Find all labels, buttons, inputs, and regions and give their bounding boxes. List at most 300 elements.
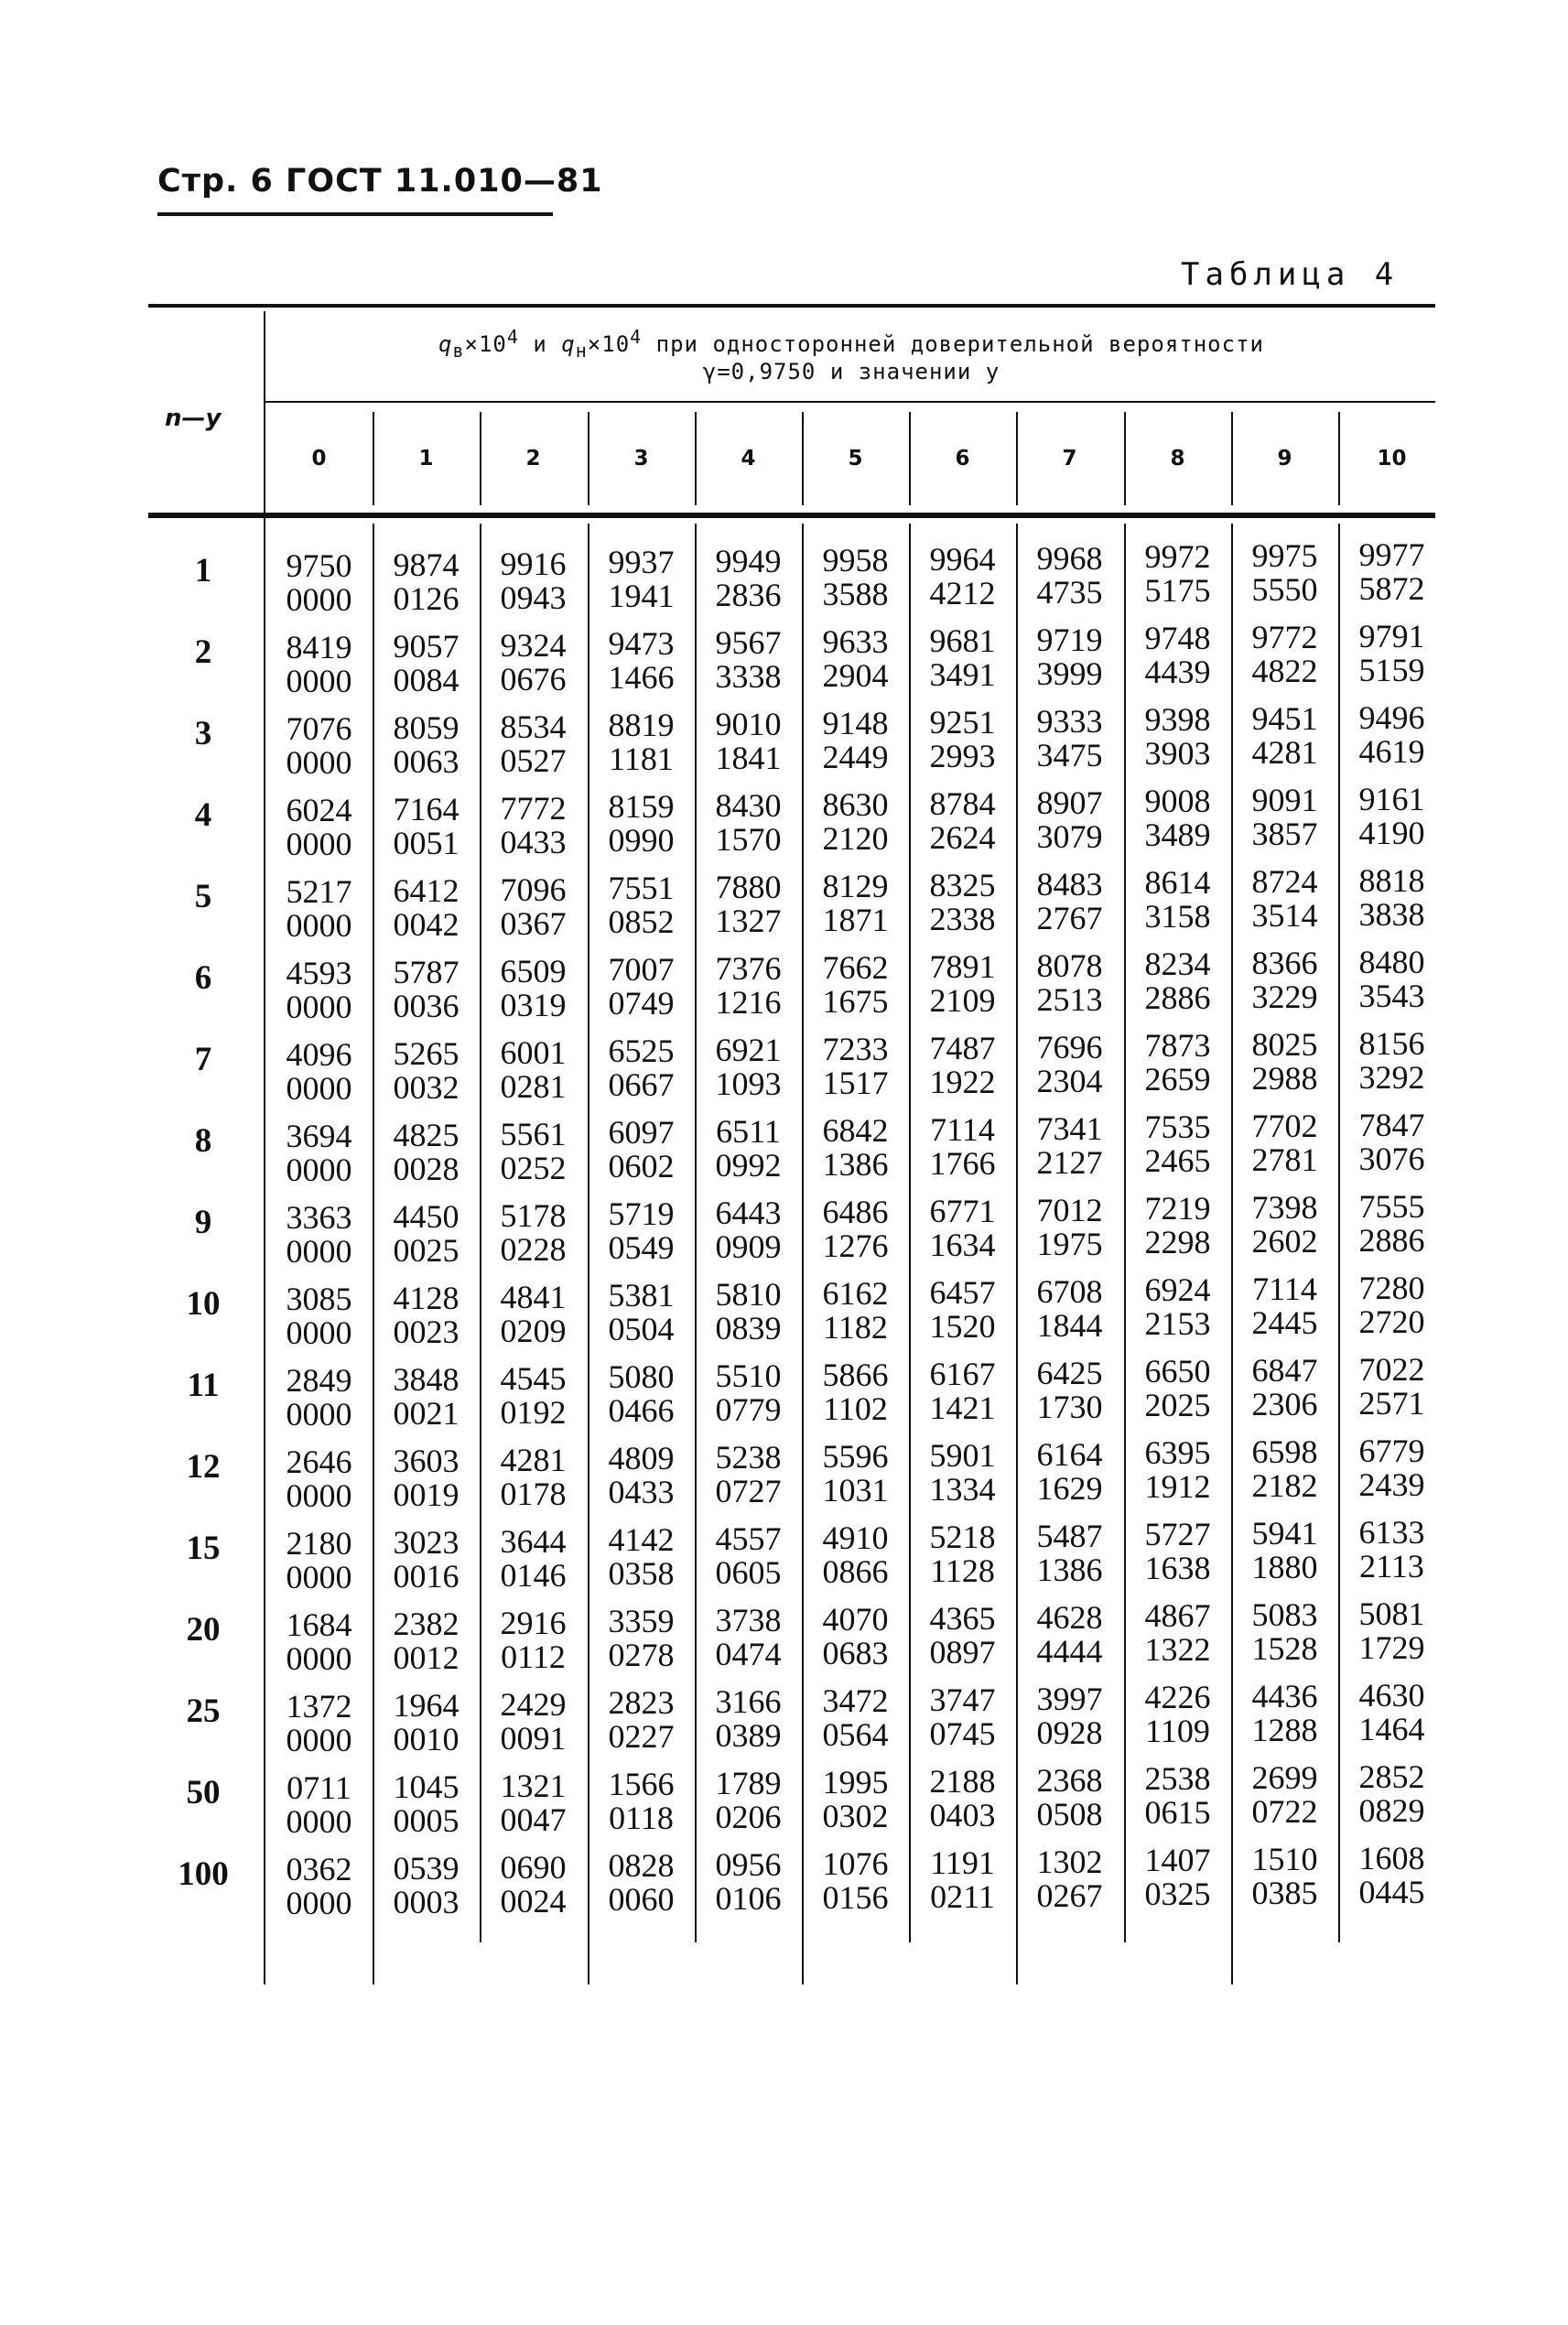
q-upper-value: 9496 bbox=[1358, 699, 1425, 736]
q-lower-value: 3903 bbox=[1144, 735, 1211, 772]
table-cell bbox=[1231, 865, 1338, 933]
q-upper-value: 9874 bbox=[393, 546, 460, 583]
q-lower-value: 0000 bbox=[286, 663, 352, 699]
q-lower-value: 0852 bbox=[608, 903, 675, 940]
q-lower-value: 0178 bbox=[500, 1476, 567, 1512]
row-label-n-10: 10 bbox=[186, 1285, 221, 1323]
table-cell bbox=[480, 1688, 587, 1756]
row-label-n-1: 1 bbox=[194, 552, 212, 589]
q-lower-value: 4619 bbox=[1358, 733, 1425, 770]
q-upper-value: 7096 bbox=[500, 871, 567, 908]
table-cell bbox=[1016, 1357, 1123, 1424]
q-upper-value: 6842 bbox=[822, 1112, 889, 1149]
table-cell bbox=[1016, 705, 1123, 773]
q-lower-value: 1730 bbox=[1036, 1389, 1103, 1425]
q-upper-value: 8366 bbox=[1251, 945, 1318, 981]
table-cell bbox=[1124, 622, 1231, 689]
q-upper-value: 8430 bbox=[715, 787, 782, 824]
q-lower-value: 1528 bbox=[1251, 1630, 1318, 1667]
table-cell bbox=[373, 711, 480, 779]
q-upper-value: 6457 bbox=[929, 1274, 996, 1311]
q-lower-value: 1729 bbox=[1358, 1629, 1425, 1666]
row-label-n-11: 11 bbox=[187, 1367, 220, 1404]
column-divider bbox=[695, 524, 697, 1942]
q-upper-value: 2916 bbox=[500, 1605, 567, 1641]
q-upper-value: 5866 bbox=[822, 1357, 889, 1393]
q-lower-value: 3999 bbox=[1036, 655, 1103, 692]
q-lower-value: 2836 bbox=[715, 577, 782, 613]
q-upper-value: 4910 bbox=[822, 1519, 889, 1556]
q-upper-value: 7076 bbox=[286, 710, 352, 747]
column-divider bbox=[909, 524, 911, 1942]
q-upper-value: 9958 bbox=[822, 542, 889, 579]
q-upper-value: 1964 bbox=[393, 1687, 460, 1724]
q-upper-value: 8784 bbox=[929, 785, 996, 822]
table-cell bbox=[1016, 1845, 1123, 1913]
q-upper-value: 3472 bbox=[822, 1682, 889, 1719]
q-upper-value: 8907 bbox=[1036, 784, 1103, 821]
q-upper-value: 5217 bbox=[286, 873, 352, 910]
q-upper-value: 1995 bbox=[822, 1764, 889, 1801]
q-upper-value: 8614 bbox=[1144, 864, 1211, 901]
table-cell bbox=[695, 708, 802, 775]
q-lower-value: 0389 bbox=[715, 1717, 782, 1754]
table-cell bbox=[265, 1119, 373, 1187]
q-upper-value: 6511 bbox=[716, 1113, 781, 1150]
table-cell bbox=[265, 1608, 373, 1676]
table-cell bbox=[1338, 1597, 1445, 1665]
table-cell bbox=[265, 1364, 373, 1432]
q-upper-value: 9010 bbox=[715, 706, 782, 742]
q-lower-value: 3838 bbox=[1358, 896, 1425, 933]
table-cell bbox=[695, 1441, 802, 1509]
row-label-n-25: 25 bbox=[186, 1692, 221, 1730]
table-cell bbox=[1338, 1434, 1445, 1502]
q-lower-value: 2445 bbox=[1251, 1304, 1318, 1341]
column-header-4: 4 bbox=[741, 447, 756, 470]
row-label-n-7: 7 bbox=[194, 1041, 212, 1078]
q-lower-value: 0000 bbox=[286, 907, 352, 944]
q-lower-value: 4822 bbox=[1251, 653, 1318, 689]
q-lower-value: 0727 bbox=[715, 1473, 782, 1509]
q-lower-value: 0012 bbox=[393, 1639, 460, 1676]
q-lower-value: 0063 bbox=[393, 743, 460, 780]
table-cell bbox=[1231, 621, 1338, 688]
table-cell bbox=[802, 1766, 909, 1833]
q-lower-value: 1276 bbox=[822, 1227, 889, 1264]
q-upper-value: 6924 bbox=[1144, 1271, 1211, 1308]
q-lower-value: 2602 bbox=[1251, 1223, 1318, 1260]
table-cell bbox=[1124, 1355, 1231, 1422]
q-upper-value: 1321 bbox=[500, 1768, 567, 1804]
table-cell bbox=[1231, 1517, 1338, 1584]
q-upper-value: 6847 bbox=[1251, 1352, 1318, 1389]
q-upper-value: 0539 bbox=[393, 1850, 460, 1887]
q-upper-value: 7535 bbox=[1144, 1108, 1211, 1145]
table-cell bbox=[1124, 1110, 1231, 1178]
table-cell bbox=[588, 1605, 695, 1672]
table-cell bbox=[373, 1281, 480, 1349]
column-header-0: 0 bbox=[311, 447, 327, 470]
table-cell bbox=[695, 1604, 802, 1671]
q-upper-value: 2646 bbox=[286, 1444, 352, 1480]
q-lower-value: 0302 bbox=[822, 1798, 889, 1834]
q-upper-value: 5238 bbox=[715, 1439, 782, 1476]
table-cell bbox=[480, 1199, 587, 1267]
column-header-1: 1 bbox=[418, 447, 434, 470]
q-upper-value: 1191 bbox=[930, 1844, 995, 1881]
q-lower-value: 0367 bbox=[500, 905, 567, 942]
table-cell bbox=[1231, 1843, 1338, 1910]
q-lower-value: 0667 bbox=[608, 1066, 675, 1103]
column-divider bbox=[909, 412, 911, 505]
q-lower-value: 0000 bbox=[286, 989, 352, 1025]
q-lower-value: 5175 bbox=[1144, 572, 1211, 609]
table-cell bbox=[588, 1034, 695, 1102]
column-header-10: 10 bbox=[1377, 447, 1407, 470]
q-lower-value: 0025 bbox=[393, 1232, 460, 1269]
column-header-9: 9 bbox=[1277, 447, 1292, 470]
table-cell bbox=[695, 1522, 802, 1590]
q-lower-value: 0000 bbox=[286, 1559, 352, 1595]
q-upper-value: 3603 bbox=[393, 1443, 460, 1479]
q-lower-value: 4444 bbox=[1036, 1633, 1103, 1670]
table-cell bbox=[1124, 1436, 1231, 1504]
table-cell bbox=[265, 1771, 373, 1839]
row-label-n-9: 9 bbox=[194, 1204, 212, 1241]
q-upper-value: 2368 bbox=[1036, 1762, 1103, 1799]
table-cell bbox=[1016, 1519, 1123, 1587]
q-upper-value: 9972 bbox=[1144, 538, 1211, 575]
q-upper-value: 9937 bbox=[608, 544, 675, 580]
q-lower-value: 0047 bbox=[500, 1801, 567, 1838]
table-cell bbox=[588, 1279, 695, 1346]
q-upper-value: 9977 bbox=[1358, 536, 1425, 573]
table-cell bbox=[1016, 1194, 1123, 1261]
q-lower-value: 0992 bbox=[715, 1147, 782, 1184]
table-cell bbox=[265, 957, 373, 1024]
table-cell bbox=[1124, 947, 1231, 1015]
q-upper-value: 3023 bbox=[393, 1524, 460, 1561]
table-cell bbox=[480, 955, 587, 1022]
q-lower-value: 2993 bbox=[929, 738, 996, 774]
q-upper-value: 3359 bbox=[608, 1603, 675, 1639]
q-upper-value: 5787 bbox=[393, 954, 460, 990]
table-cell bbox=[480, 547, 587, 615]
q-upper-value: 4557 bbox=[715, 1520, 782, 1557]
table-cell bbox=[265, 1282, 373, 1350]
table-cell bbox=[588, 627, 695, 695]
table-cell bbox=[373, 630, 480, 698]
table-cell bbox=[588, 1442, 695, 1509]
table-cell bbox=[265, 1690, 373, 1757]
q-lower-value: 1322 bbox=[1144, 1631, 1211, 1668]
q-upper-value: 6024 bbox=[286, 792, 352, 828]
q-lower-value: 1675 bbox=[822, 983, 889, 1020]
q-lower-value: 3857 bbox=[1251, 816, 1318, 852]
q-upper-value: 9719 bbox=[1036, 622, 1103, 658]
table-cell bbox=[1338, 1027, 1445, 1095]
q-upper-value: 4825 bbox=[393, 1117, 460, 1153]
table-cell bbox=[373, 1444, 480, 1512]
q-lower-value: 1871 bbox=[822, 902, 889, 938]
q-lower-value: 0676 bbox=[500, 661, 567, 698]
q-lower-value: 0474 bbox=[715, 1636, 782, 1672]
table-cell bbox=[909, 1195, 1016, 1262]
q-upper-value: 6921 bbox=[715, 1032, 782, 1068]
table-cell bbox=[802, 951, 909, 1019]
q-upper-value: 6509 bbox=[500, 953, 567, 989]
q-upper-value: 8534 bbox=[500, 708, 567, 745]
table-cell bbox=[373, 874, 480, 942]
table-cell bbox=[588, 708, 695, 776]
table-cell bbox=[909, 869, 1016, 936]
q-lower-value: 2113 bbox=[1359, 1548, 1424, 1584]
q-upper-value: 2180 bbox=[286, 1525, 352, 1562]
table-cell bbox=[373, 1689, 480, 1757]
q-upper-value: 8819 bbox=[608, 707, 675, 743]
q-lower-value: 0615 bbox=[1144, 1794, 1211, 1831]
row-label-n-5: 5 bbox=[194, 878, 212, 915]
q-upper-value: 4628 bbox=[1036, 1599, 1103, 1636]
q-upper-value: 8159 bbox=[608, 788, 675, 825]
q-upper-value: 1372 bbox=[286, 1688, 352, 1725]
q-upper-value: 5083 bbox=[1251, 1596, 1318, 1633]
q-lower-value: 1520 bbox=[929, 1308, 996, 1345]
table-cell bbox=[695, 1033, 802, 1101]
q-upper-value: 0690 bbox=[500, 1849, 567, 1886]
q-lower-value: 0228 bbox=[500, 1231, 567, 1268]
table-cell bbox=[1338, 538, 1445, 606]
q-upper-value: 4630 bbox=[1358, 1677, 1425, 1714]
table-cell bbox=[1124, 540, 1231, 608]
q-lower-value: 3489 bbox=[1144, 816, 1211, 853]
q-upper-value: 6097 bbox=[608, 1114, 675, 1151]
table-cell bbox=[1338, 1271, 1445, 1339]
q-upper-value: 6771 bbox=[929, 1193, 996, 1229]
table-cell bbox=[1124, 1029, 1231, 1097]
q-upper-value: 4281 bbox=[500, 1442, 567, 1478]
q-upper-value: 6412 bbox=[393, 872, 460, 909]
table-cell bbox=[1338, 1516, 1445, 1584]
table-cell bbox=[265, 794, 373, 861]
table-cell bbox=[909, 1032, 1016, 1099]
q-lower-value: 0508 bbox=[1036, 1796, 1103, 1833]
q-lower-value: 1109 bbox=[1145, 1713, 1210, 1749]
table-cell bbox=[909, 1846, 1016, 1914]
table-cell bbox=[1231, 784, 1338, 851]
q-upper-value: 4545 bbox=[500, 1360, 567, 1397]
q-lower-value: 0028 bbox=[393, 1151, 460, 1187]
q-lower-value: 0267 bbox=[1036, 1877, 1103, 1914]
q-lower-value: 0010 bbox=[393, 1721, 460, 1757]
table-cell bbox=[373, 1852, 480, 1919]
q-upper-value: 7702 bbox=[1251, 1108, 1318, 1144]
table-cell bbox=[373, 1770, 480, 1838]
table-cell bbox=[1124, 1599, 1231, 1667]
q-lower-value: 1922 bbox=[929, 1064, 996, 1100]
table-cell bbox=[695, 1767, 802, 1834]
q-upper-value: 7012 bbox=[1036, 1192, 1103, 1228]
table-cell bbox=[265, 1853, 373, 1920]
q-upper-value: 9748 bbox=[1144, 620, 1211, 656]
q-upper-value: 9148 bbox=[822, 705, 889, 741]
q-upper-value: 7891 bbox=[929, 948, 996, 985]
q-upper-value: 9949 bbox=[715, 543, 782, 579]
table-cell bbox=[265, 875, 373, 943]
q-lower-value: 0084 bbox=[393, 662, 460, 698]
q-upper-value: 5487 bbox=[1036, 1518, 1103, 1554]
q-upper-value: 7280 bbox=[1358, 1270, 1425, 1306]
q-upper-value: 8078 bbox=[1036, 947, 1103, 984]
table-cell bbox=[1016, 1031, 1123, 1098]
q-lower-value: 0252 bbox=[500, 1150, 567, 1186]
q-upper-value: 0711 bbox=[287, 1769, 351, 1806]
q-lower-value: 1181 bbox=[609, 741, 674, 777]
table-cell bbox=[802, 1440, 909, 1508]
table-caption: Таблица 4 bbox=[1181, 256, 1400, 293]
table-cell bbox=[1338, 1679, 1445, 1746]
table-cell bbox=[695, 545, 802, 612]
q-upper-value: 5178 bbox=[500, 1197, 567, 1234]
table-header-line-2: γ=0,9750 и значении y bbox=[702, 359, 1000, 384]
q-lower-value: 2120 bbox=[822, 820, 889, 857]
q-lower-value: 0192 bbox=[500, 1394, 567, 1431]
table-cell bbox=[695, 1278, 802, 1346]
q-upper-value: 5561 bbox=[500, 1116, 567, 1152]
table-cell bbox=[909, 1765, 1016, 1833]
q-lower-value: 0278 bbox=[608, 1637, 675, 1673]
q-upper-value: 9251 bbox=[929, 704, 996, 741]
table-cell bbox=[909, 706, 1016, 773]
q-lower-value: 2439 bbox=[1358, 1466, 1425, 1503]
q-lower-value: 0000 bbox=[286, 1640, 352, 1677]
q-lower-value: 0504 bbox=[608, 1311, 675, 1347]
table-cell bbox=[1231, 1109, 1338, 1177]
table-cell bbox=[480, 710, 587, 778]
q-lower-value: 0106 bbox=[715, 1880, 782, 1917]
q-lower-value: 1766 bbox=[929, 1145, 996, 1182]
table-cell bbox=[588, 1523, 695, 1591]
q-lower-value: 3475 bbox=[1036, 737, 1103, 773]
q-upper-value: 7022 bbox=[1358, 1351, 1425, 1388]
q-lower-value: 0000 bbox=[286, 826, 352, 862]
q-upper-value: 9916 bbox=[500, 546, 567, 582]
table-cell bbox=[373, 793, 480, 860]
q-upper-value: 9333 bbox=[1036, 703, 1103, 740]
table-cell bbox=[1231, 1598, 1338, 1666]
q-lower-value: 0325 bbox=[1144, 1876, 1211, 1912]
table-cell bbox=[909, 1439, 1016, 1507]
table-cell bbox=[802, 625, 909, 693]
table-cell bbox=[802, 544, 909, 611]
table-cell bbox=[1124, 1518, 1231, 1585]
q-upper-value: 3644 bbox=[500, 1523, 567, 1560]
q-lower-value: 4439 bbox=[1144, 654, 1211, 690]
q-lower-value: 1421 bbox=[929, 1390, 996, 1426]
q-upper-value: 1608 bbox=[1358, 1840, 1425, 1876]
table-cell bbox=[588, 953, 695, 1021]
table-cell bbox=[802, 1033, 909, 1100]
q-lower-value: 0000 bbox=[286, 581, 352, 618]
table-cell bbox=[1016, 1438, 1123, 1506]
q-lower-value: 0000 bbox=[286, 1722, 352, 1758]
q-lower-value: 2904 bbox=[822, 657, 889, 694]
q-upper-value: 7114 bbox=[1252, 1271, 1317, 1307]
table-cell bbox=[1016, 1601, 1123, 1669]
q-upper-value: 7219 bbox=[1144, 1190, 1211, 1227]
q-lower-value: 2304 bbox=[1036, 1063, 1103, 1099]
q-lower-value: 1941 bbox=[608, 578, 675, 614]
q-lower-value: 0722 bbox=[1251, 1793, 1318, 1830]
q-upper-value: 1684 bbox=[286, 1606, 352, 1643]
table-cell bbox=[480, 1362, 587, 1430]
q-lower-value: 0211 bbox=[930, 1878, 995, 1915]
q-upper-value: 2538 bbox=[1144, 1760, 1211, 1797]
table-cell bbox=[909, 1683, 1016, 1751]
q-upper-value: 5218 bbox=[929, 1519, 996, 1555]
table-cell bbox=[265, 712, 373, 780]
q-lower-value: 5872 bbox=[1358, 570, 1425, 607]
column-divider bbox=[480, 412, 481, 505]
q-upper-value: 9091 bbox=[1251, 782, 1318, 818]
table-cell bbox=[1016, 1275, 1123, 1343]
q-upper-value: 8818 bbox=[1358, 862, 1425, 899]
q-upper-value: 8234 bbox=[1144, 946, 1211, 982]
q-lower-value: 0091 bbox=[500, 1720, 567, 1757]
q-upper-value: 9964 bbox=[929, 541, 996, 578]
q-upper-value: 3166 bbox=[715, 1683, 782, 1720]
q-lower-value: 0227 bbox=[608, 1718, 675, 1755]
table-cell bbox=[695, 1196, 802, 1264]
table-cell bbox=[1016, 868, 1123, 935]
q-lower-value: 3514 bbox=[1251, 897, 1318, 934]
q-lower-value: 2127 bbox=[1036, 1144, 1103, 1181]
q-lower-value: 2338 bbox=[929, 901, 996, 937]
table-cell bbox=[480, 1118, 587, 1185]
q-lower-value: 5159 bbox=[1358, 652, 1425, 688]
q-lower-value: 3079 bbox=[1036, 818, 1103, 855]
table-cell bbox=[802, 1358, 909, 1426]
q-upper-value: 4070 bbox=[822, 1601, 889, 1638]
table-cell bbox=[1124, 1681, 1231, 1748]
table-cell bbox=[1124, 1844, 1231, 1911]
table-header-line-1: $q_в\times 10^4$ и $q_н\times 10^4$ при односторонней доверительной вероятности bbox=[438, 326, 1264, 362]
q-upper-value: 7847 bbox=[1358, 1107, 1425, 1143]
q-upper-value: 6650 bbox=[1144, 1353, 1211, 1390]
q-upper-value: 9567 bbox=[715, 624, 782, 661]
table-cell bbox=[802, 788, 909, 856]
table-cell bbox=[1338, 864, 1445, 932]
table-cell bbox=[480, 1036, 587, 1104]
table-cell bbox=[1124, 1762, 1231, 1830]
q-lower-value: 0564 bbox=[822, 1716, 889, 1753]
q-lower-value: 0051 bbox=[393, 825, 460, 861]
q-lower-value: 2886 bbox=[1144, 979, 1211, 1016]
q-lower-value: 2449 bbox=[822, 739, 889, 775]
table-cell bbox=[588, 1360, 695, 1428]
table-cell bbox=[1231, 1435, 1338, 1503]
q-lower-value: 1334 bbox=[929, 1471, 996, 1508]
q-lower-value: 0016 bbox=[393, 1558, 460, 1595]
table-cell bbox=[1016, 786, 1123, 854]
header-divider bbox=[265, 401, 1435, 403]
table-cell bbox=[1338, 783, 1445, 850]
table-cell bbox=[373, 1526, 480, 1594]
table-cell bbox=[1016, 623, 1123, 691]
q-lower-value: 1464 bbox=[1358, 1711, 1425, 1747]
q-upper-value: 8630 bbox=[822, 786, 889, 823]
